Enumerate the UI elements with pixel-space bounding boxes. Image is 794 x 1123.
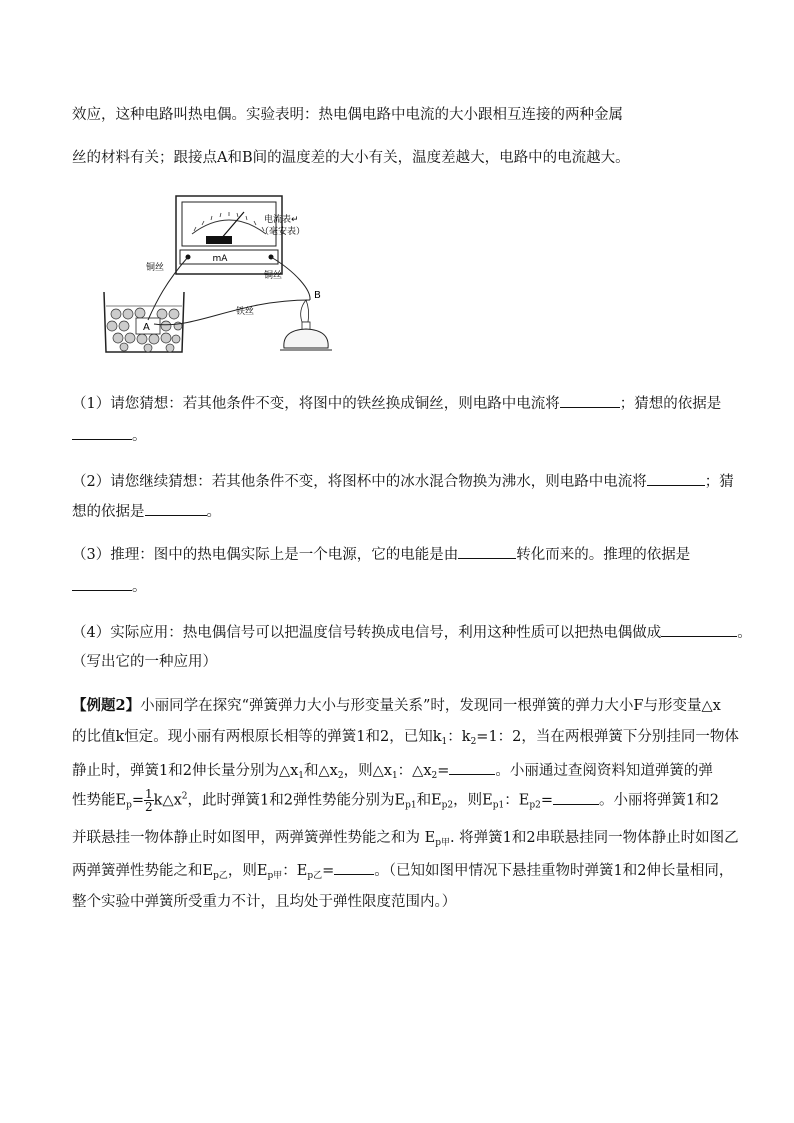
- example2-line-6: 两弹簧弹性势能之和$E_{p乙}$，则$E_{p甲}$：$E_{p乙}=$ 。（已知如图甲情况下悬挂重物时弹簧1和2伸长量相同，: [72, 859, 733, 881]
- question-3-cont: 。: [72, 575, 147, 596]
- q3-blank-2[interactable]: [72, 576, 132, 591]
- question-2: （2）请您继续猜想：若其他条件不变，将图杯中的冰水混合物换为沸水，则电路中电流将 ；猜: [72, 470, 734, 491]
- point-b-label: B: [314, 290, 321, 301]
- intro-line-1: 效应，这种电路叫热电偶。实验表明：热电偶电路中电流的大小跟相互连接的两种金属: [72, 107, 623, 123]
- q2-blank-2[interactable]: [145, 501, 207, 516]
- meter-unit: mA: [212, 254, 228, 264]
- ex2-blank-1[interactable]: [449, 760, 495, 775]
- example2-line-7: 整个实验中弹簧所受重力不计，且均处于弹性限度范围内。）: [72, 894, 457, 910]
- fraction-half: $\frac{1}{2}$: [145, 787, 153, 814]
- example2-tag: 【例题2】: [72, 697, 141, 714]
- example2-line-5: 并联悬挂一物体静止时如图甲，两弹簧弹性势能之和为 $E_{p甲}$. 将弹簧1和2串联悬挂同一物体静止时如图乙: [72, 830, 739, 848]
- point-a-label: A: [143, 322, 150, 333]
- copper-wire-left-label: 铜丝: [146, 263, 165, 273]
- question-1: （1）请您猜想：若其他条件不变，将图中的铁丝换成铜丝，则电路中电流将 ；猜想的依据是: [72, 392, 721, 413]
- terminal-strip: [180, 250, 278, 264]
- thermocouple-figure: [96, 182, 346, 354]
- flame: [301, 300, 309, 322]
- iron-wire-label: 铁丝: [236, 307, 255, 317]
- q2-blank-1[interactable]: [647, 471, 705, 486]
- question-3: （3）推理：图中的热电偶实际上是一个电源，它的电能是由 转化而来的。推理的依据是: [72, 543, 690, 564]
- q1-blank-2[interactable]: [72, 425, 132, 440]
- intro-line-2: 丝的材料有关；跟接点A和B间的温度差的大小有关，温度差越大，电路中的电流越大。: [72, 150, 630, 166]
- copper-wire-right-label: 铜丝: [264, 271, 283, 281]
- meter-label-1: 电流表↵: [264, 215, 299, 225]
- meter-label-2: （毫安表）: [260, 227, 306, 237]
- question-2-cont: 想的依据是 。: [72, 500, 221, 521]
- question-4-note: （写出它的一种应用）: [72, 654, 217, 670]
- example2-line-2: 的比值k恒定。现小丽有两根原长相等的弹簧1和2，已知$k_1$：$k_2=1$：2，当在两根弹簧下分别挂同一物体: [72, 729, 739, 747]
- ex2-blank-3[interactable]: [334, 860, 374, 875]
- q3-blank-1[interactable]: [458, 544, 516, 559]
- q4-blank[interactable]: [661, 622, 737, 637]
- example2-line-4: 性势能$E_p=$ $\frac{1}{2}$ $k\triangle x^2$，此时弹簧1和2弹性势能分别为$E_{p1}$和$E_{p2}$，则$E_{p1}$：$E_{p2}=$ 。小丽将弹簧1和2: [72, 787, 719, 814]
- question-1-cont: 。: [72, 424, 147, 445]
- alcohol-lamp: [284, 329, 328, 348]
- example2-line-1: 【例题2】小丽同学在探究“弹簧弹力大小与形变量关系”时，发现同一根弹簧的弹力大小F与形变量△x: [72, 697, 721, 714]
- question-4: （4）实际应用：热电偶信号可以把温度信号转换成电信号，利用这种性质可以把热电偶做成 。: [72, 621, 752, 642]
- q1-blank-1[interactable]: [560, 393, 620, 408]
- example2-line-3: 静止时，弹簧1和2伸长量分别为$\triangle x_1$和$\triangle x_2$，则$\triangle x_1$：$\triangle x_2=$ 。小丽通过查阅资料知道弹簧的弹: [72, 759, 713, 781]
- ex2-blank-2[interactable]: [553, 790, 599, 805]
